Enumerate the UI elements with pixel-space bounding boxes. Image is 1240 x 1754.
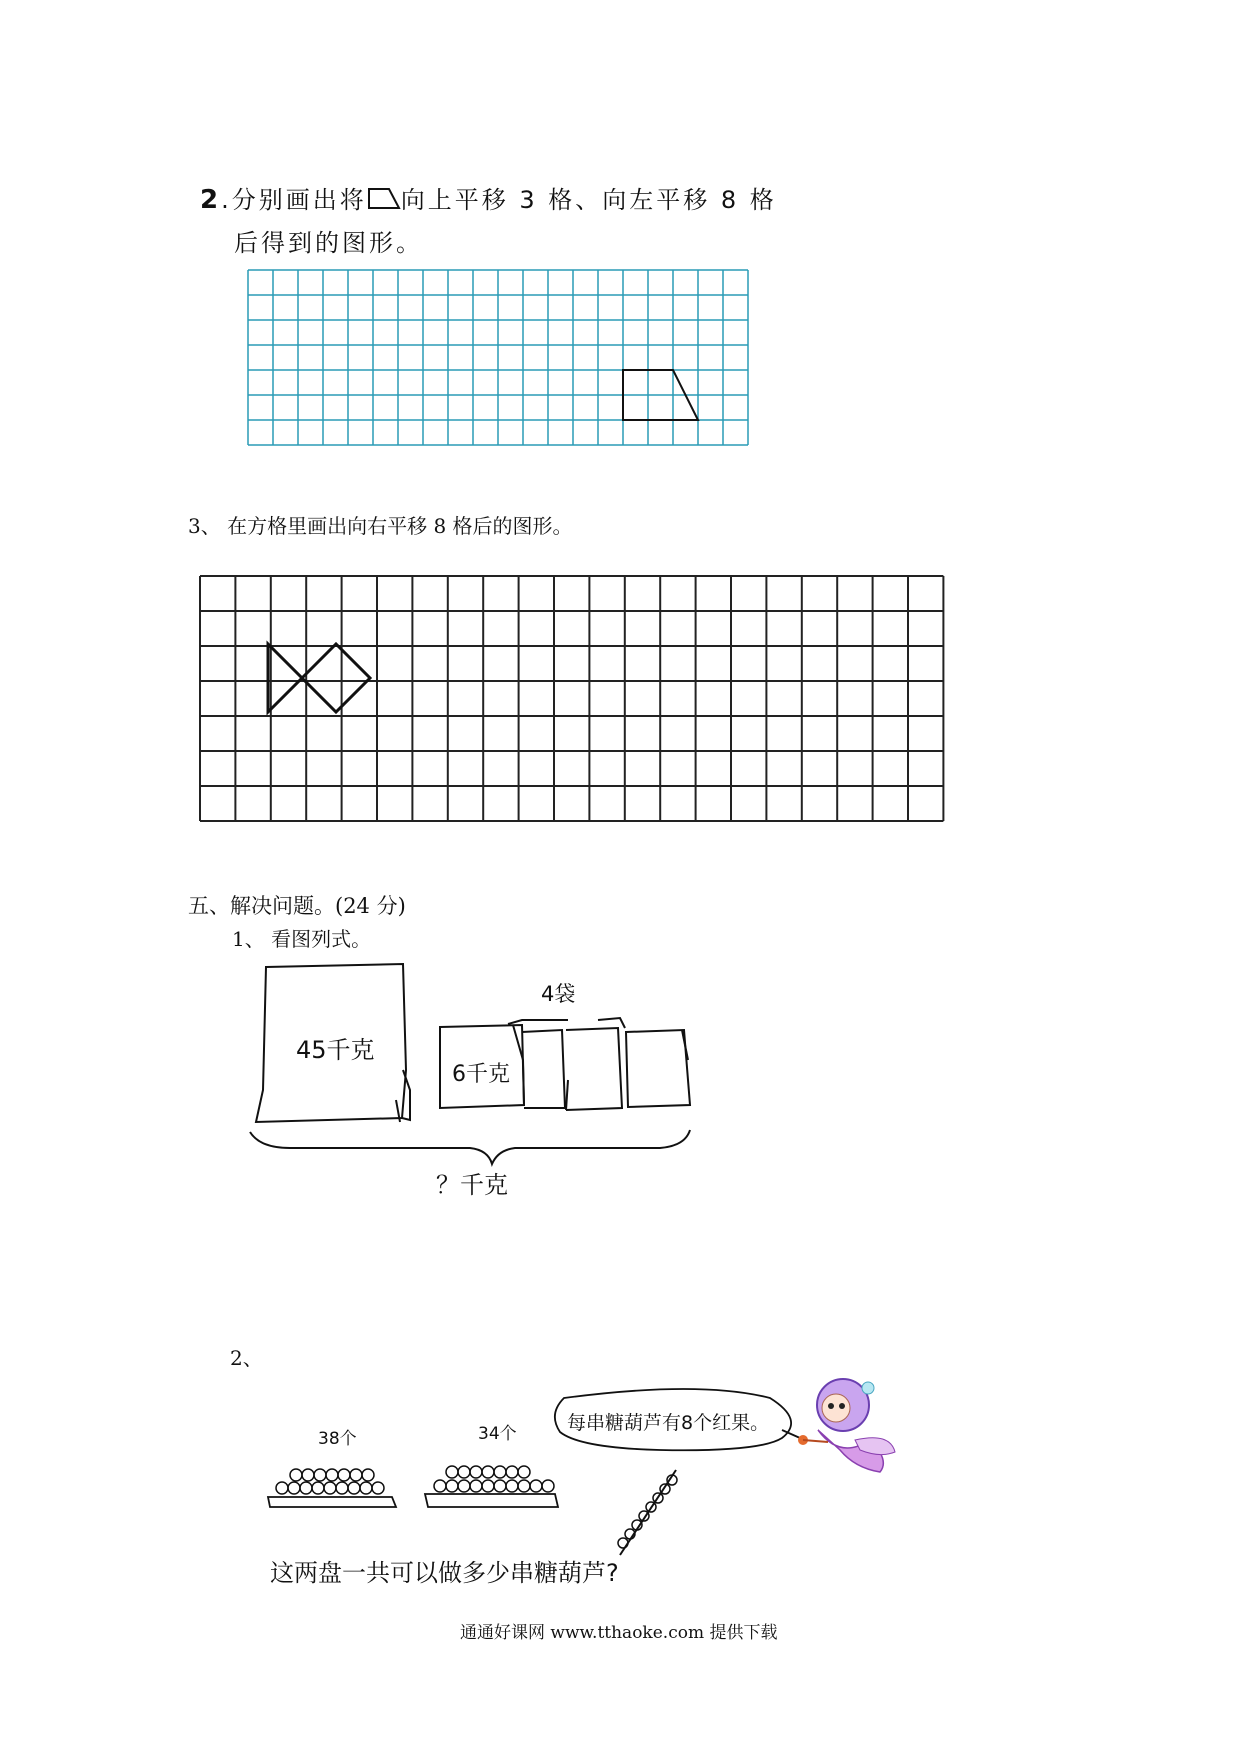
fruit: [288, 1482, 300, 1494]
q2-number: 2: [200, 185, 222, 215]
q52-number: 2、: [230, 1346, 263, 1370]
plate-1: [268, 1497, 396, 1507]
q3-bowtie-shape: [268, 644, 370, 712]
small-bag-4: [626, 1030, 690, 1107]
q2-text-before: .分别画出将: [221, 186, 367, 214]
fruit: [314, 1469, 326, 1481]
small-bag-3: [566, 1028, 622, 1110]
fruit: [482, 1480, 494, 1492]
fruit: [362, 1469, 374, 1481]
fruit: [506, 1480, 518, 1492]
bags-count-label: 4袋: [541, 982, 576, 1006]
plate-2: [425, 1494, 558, 1507]
q3-prompt: 3、 在方格里画出向右平移 8 格后的图形。: [188, 514, 573, 538]
fruit: [324, 1482, 336, 1494]
fruit: [360, 1482, 372, 1494]
total-weight-label: ？千克: [436, 1171, 508, 1199]
fruit: [482, 1466, 494, 1478]
big-bag-label: 45千克: [296, 1036, 375, 1064]
q2-prompt-line2: 后得到的图形。: [234, 229, 423, 257]
fruit: [312, 1482, 324, 1494]
fruit: [446, 1480, 458, 1492]
fairy-icon: [798, 1379, 895, 1472]
q3-grid: [200, 576, 943, 821]
fruit: [530, 1480, 542, 1492]
total-brace: [250, 1130, 690, 1164]
fruit: [290, 1469, 302, 1481]
q2-text-after: 向上平移 3 格、向左平移 8 格: [400, 186, 777, 214]
q2-grid: [248, 270, 748, 445]
fruit: [458, 1480, 470, 1492]
fruit: [446, 1466, 458, 1478]
fruit: [338, 1469, 350, 1481]
fruit: [434, 1480, 446, 1492]
section5-title: 五、解决问题。(24 分): [188, 894, 406, 918]
fruit: [542, 1480, 554, 1492]
fruit: [300, 1482, 312, 1494]
fruit: [518, 1466, 530, 1478]
q51-prompt: 1、 看图列式。: [232, 927, 372, 951]
fruit: [276, 1482, 288, 1494]
speech-bubble-text: 每串糖葫芦有8个红果。: [567, 1412, 770, 1434]
footer-credit: 通通好课网 www.tthaoke.com 提供下载: [460, 1623, 778, 1643]
fruit: [470, 1466, 482, 1478]
hawthorn-skewer: [618, 1470, 677, 1555]
fruit: [506, 1466, 518, 1478]
fruit: [494, 1480, 506, 1492]
fruit: [302, 1469, 314, 1481]
plate1-count-label: 38个: [318, 1429, 357, 1449]
fruit: [336, 1482, 348, 1494]
fruit: [458, 1466, 470, 1478]
small-bag-label: 6千克: [452, 1062, 510, 1087]
fruit: [372, 1482, 384, 1494]
plate2-count-label: 34个: [478, 1424, 517, 1444]
fruit: [518, 1480, 530, 1492]
fruit: [350, 1469, 362, 1481]
fruit: [348, 1482, 360, 1494]
small-bag-2: [522, 1030, 565, 1108]
skewer-stick: [620, 1470, 676, 1555]
fruit: [494, 1466, 506, 1478]
fruit: [470, 1480, 482, 1492]
fruit: [326, 1469, 338, 1481]
q52-question: 这两盘一共可以做多少串糖葫芦?: [270, 1559, 619, 1587]
